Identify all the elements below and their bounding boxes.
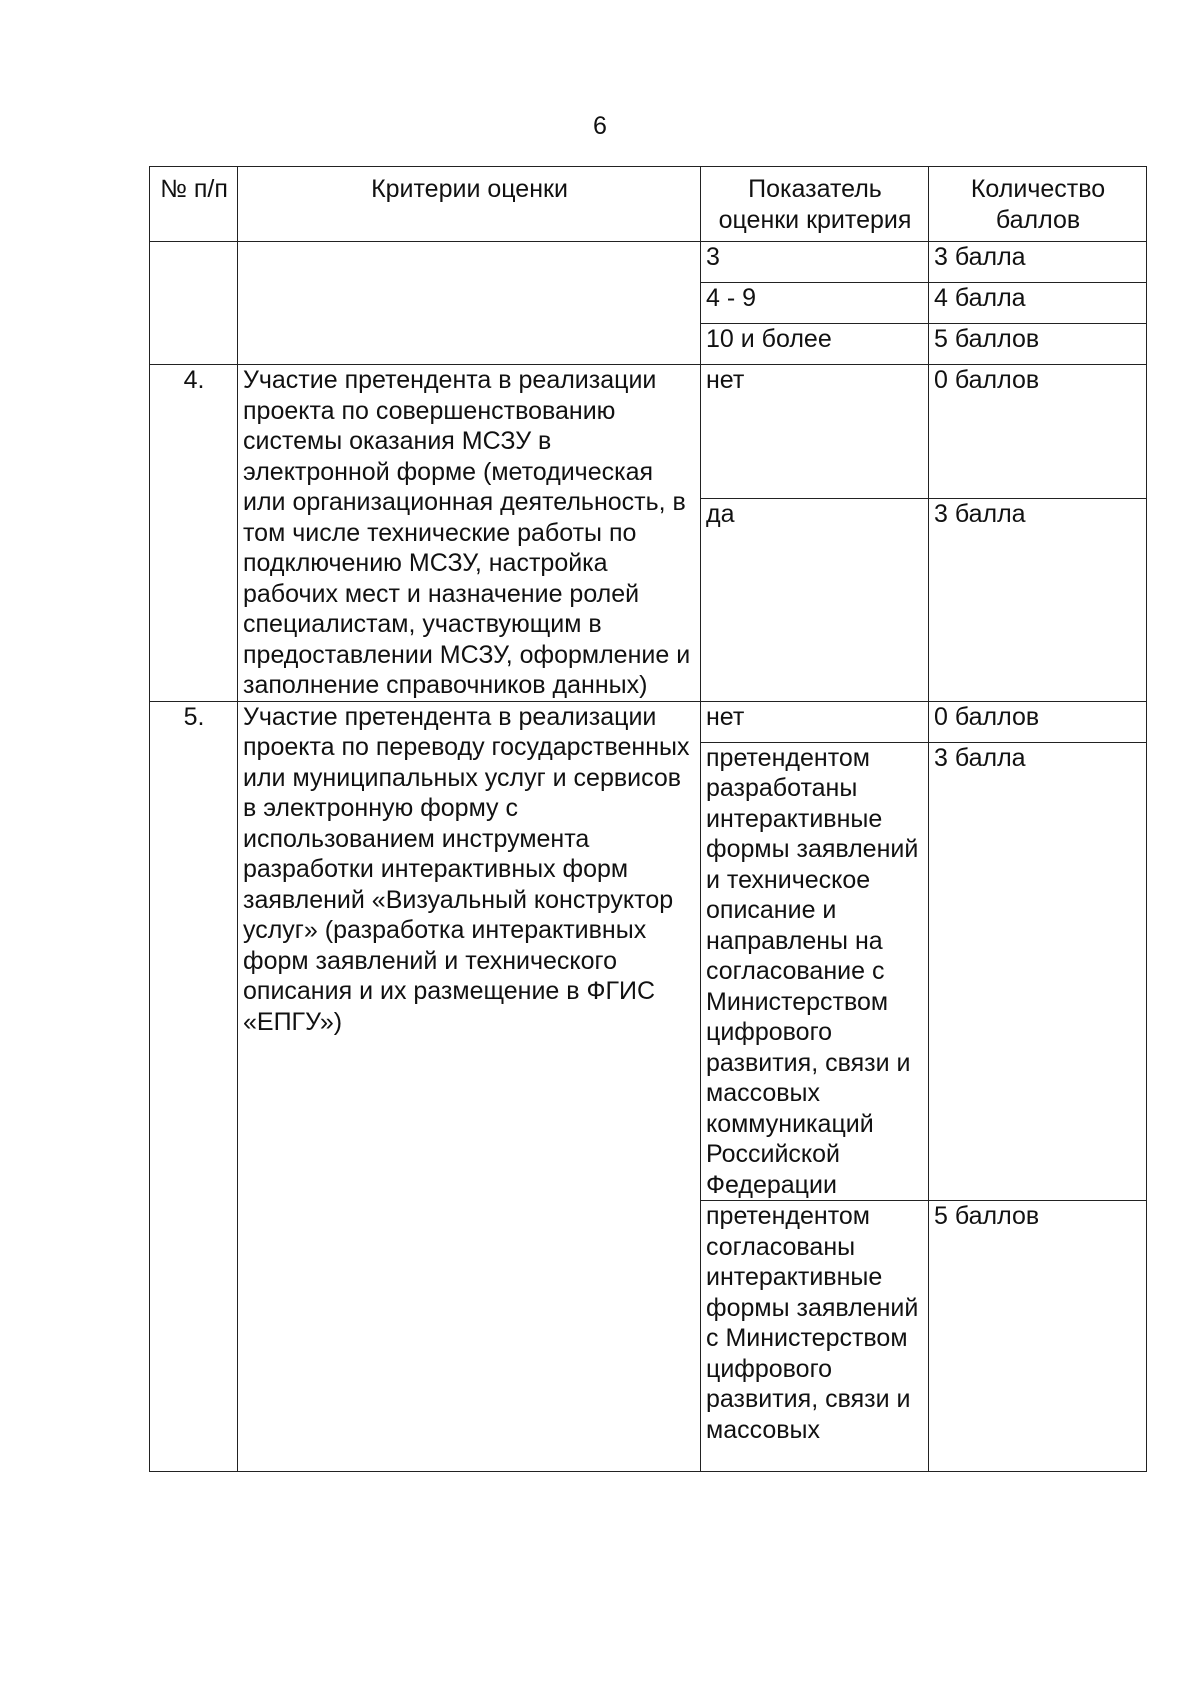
row-number: 5. [150,701,238,1472]
criteria-text: Участие претендента в реализации проекта по переводу государственных или муниципальных услуг и сервисов в электронную форму с использованием инструмента разработки интерактивных форм заявлений «Визуальный конструктор услуг» (разработка интерактивных форм заявлений и технического описания и их размещение в ФГИС «ЕПГУ») [238,701,701,1472]
points-cell: 4 балла [929,283,1147,324]
criteria-text: Участие претендента в реализации проекта по совершенствованию системы оказания МСЗУ в электронной форме (методическая или организационная деятельность, в том числе технические работы по подключению МСЗУ, настройка рабочих мест и назначение ролей специалистам, участвующим в предоставлении МСЗУ, оформление и заполнение справочников данных) [238,365,701,702]
points-cell: 3 балла [929,499,1147,702]
table-row [150,365,1147,499]
cont-num-cell [150,242,238,365]
criteria-table [149,166,1147,1472]
points-cell: 0 баллов [929,701,1147,742]
indicator-cell: нет [701,701,929,742]
table-row [150,242,1147,283]
indicator-cell: претендентом разработаны интерактивные формы заявлений и техническое описание и направлены на согласование с Министерством цифрового развития, связи и массовых коммуникаций Российской Федерации [701,742,929,1201]
indicator-cell: 3 [701,242,929,283]
points-cell: 3 балла [929,742,1147,1201]
page-number: 6 [593,112,607,140]
header-num: № п/п [150,167,238,242]
indicator-cell: 4 - 9 [701,283,929,324]
table-row [150,701,1147,742]
indicator-cell: нет [701,365,929,499]
indicator-cell: 10 и более [701,324,929,365]
points-cell: 3 балла [929,242,1147,283]
indicator-cell: да [701,499,929,702]
header-points: Количество баллов [929,167,1147,242]
header-indicator: Показатель оценки критерия [701,167,929,242]
cont-criteria-cell [238,242,701,365]
points-cell: 0 баллов [929,365,1147,499]
points-cell: 5 баллов [929,1201,1147,1472]
table-header-row [150,167,1147,242]
indicator-cell: претендентом согласованы интерактивные формы заявлений с Министерством цифрового развития, связи и массовых [701,1201,929,1472]
row-number: 4. [150,365,238,702]
points-cell: 5 баллов [929,324,1147,365]
header-criteria: Критерии оценки [238,167,701,242]
